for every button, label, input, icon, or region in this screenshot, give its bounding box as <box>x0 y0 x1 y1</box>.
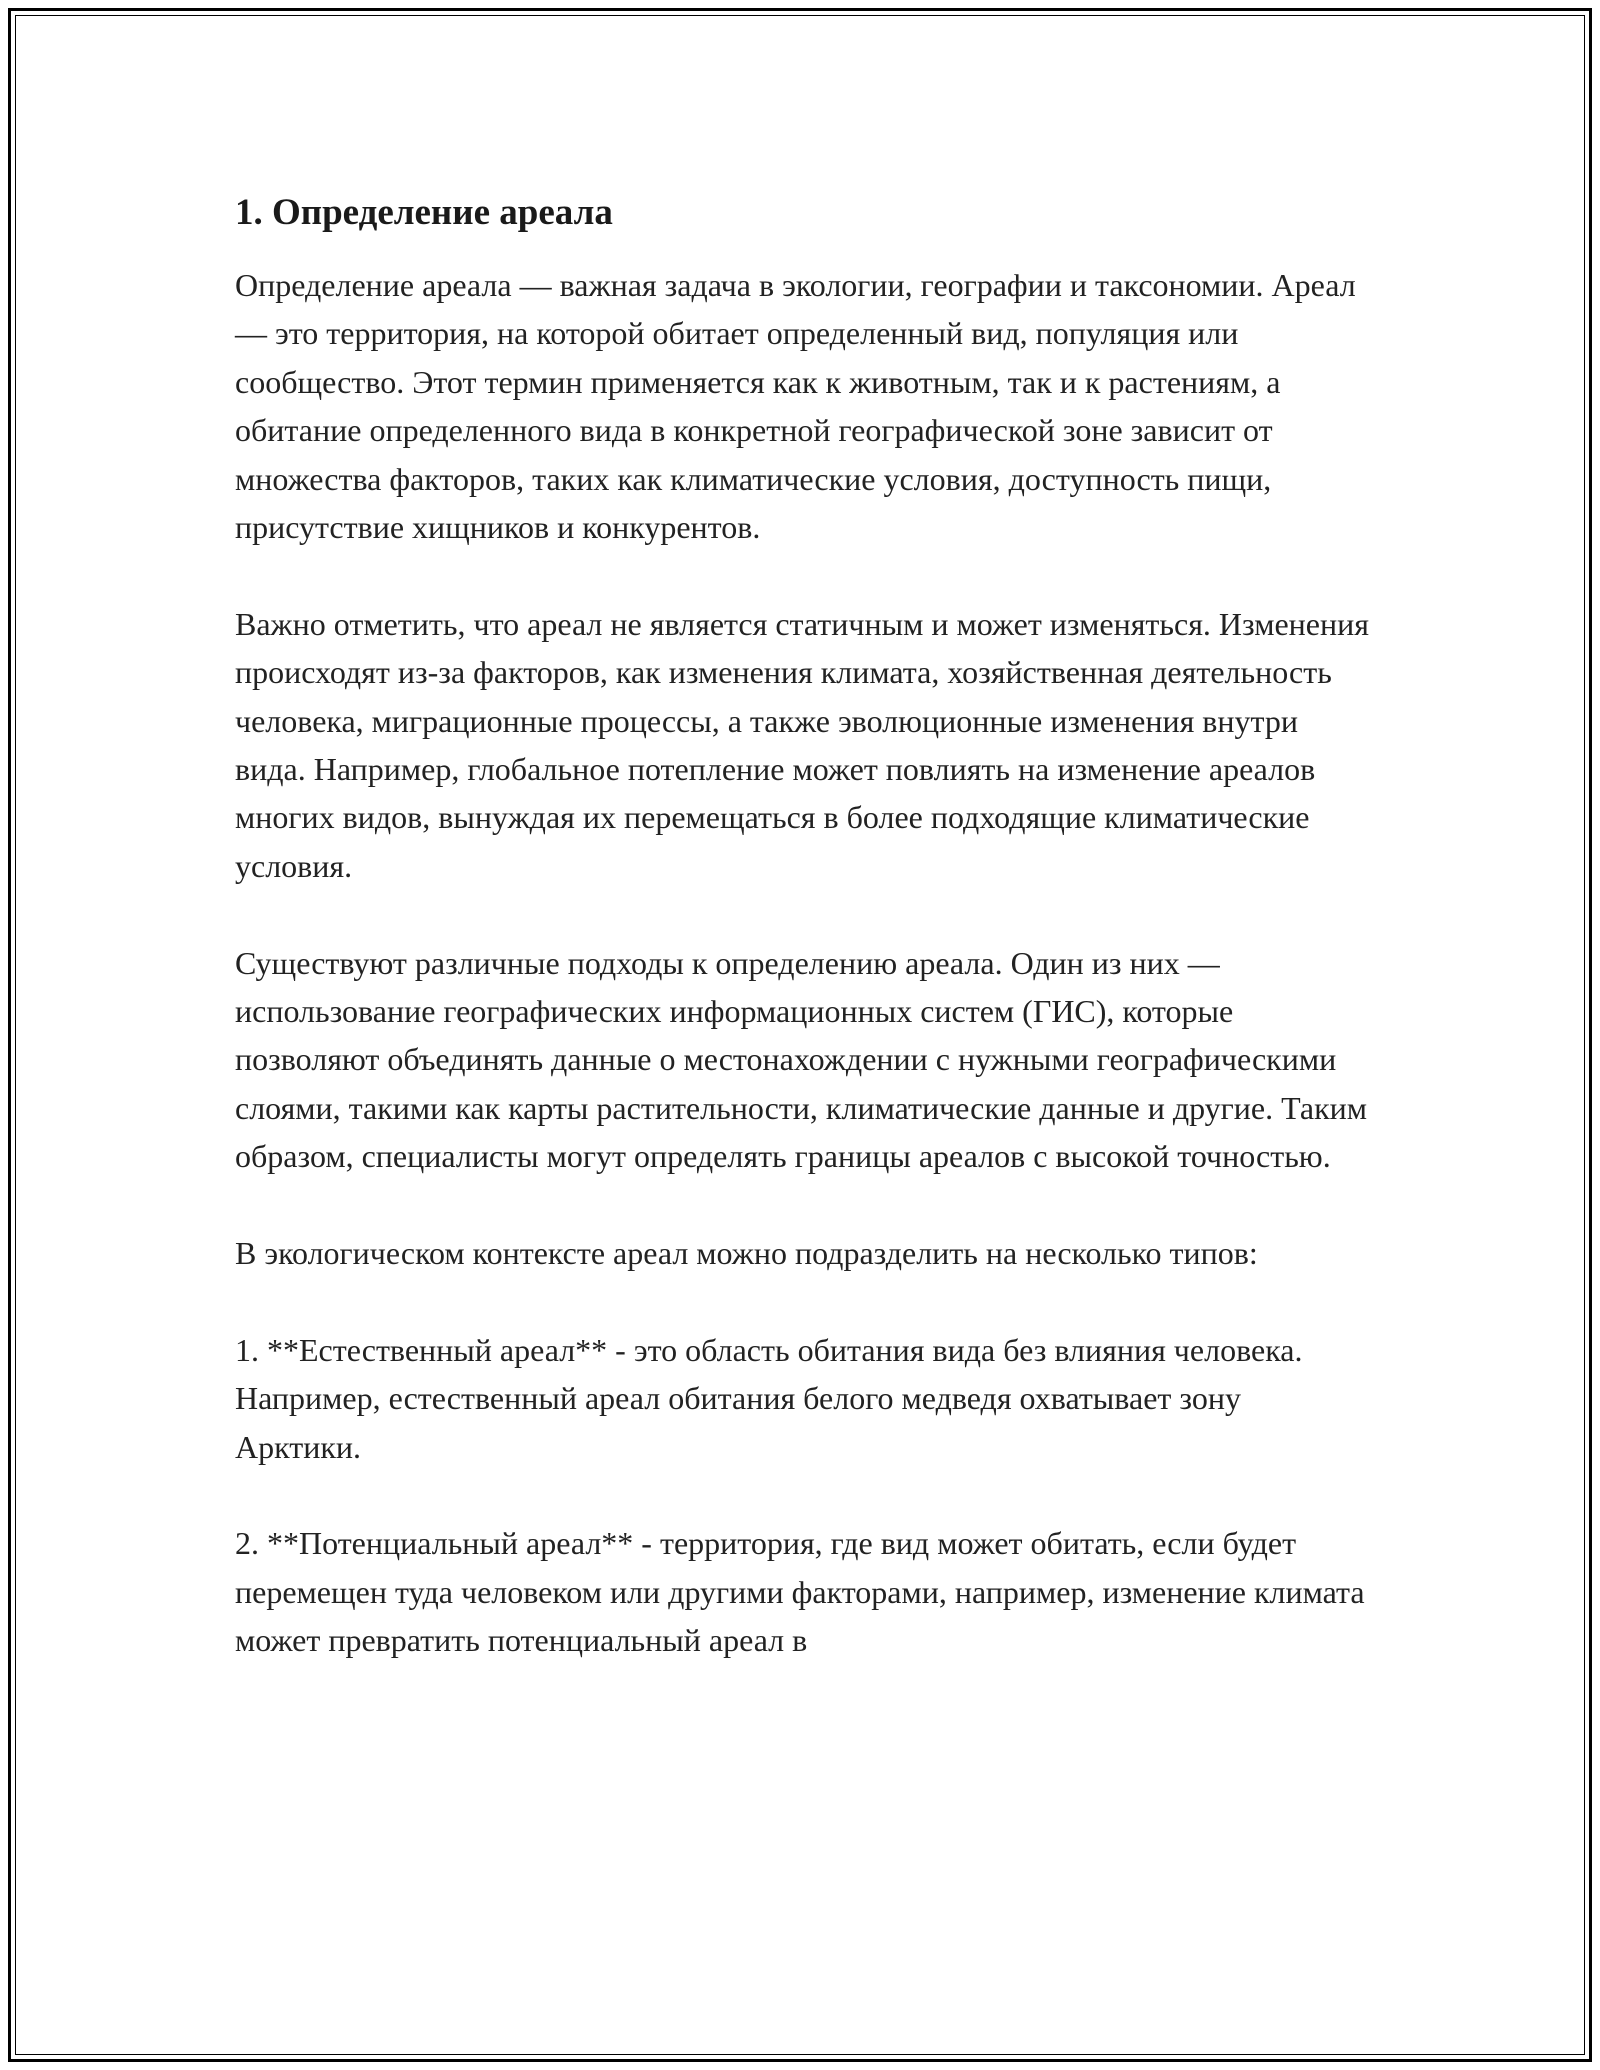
paragraph-potential-range: 2. **Потенциальный ареал** - территория, где вид может обитать, если будет перемещен туда человеком или другими факторами, например, изменение климата может превратить потенциальный ареал в <box>235 1525 1365 1659</box>
section-heading: 1. Определение ареала <box>235 192 613 233</box>
paragraph-changes: Важно отметить, что ареал не является статичным и может изменяться. Изменения происходят из-за факторов, как изменения климата, хозяйственная деятельность человека, миграционные процессы, а также эволюционные изменения внутри вида. Например, глобальное потепление может повлиять на изменение ареалов многих видов, вынуждая их перемещаться в более подходящие климатические условия. <box>235 605 1369 884</box>
paragraph-natural-range: 1. **Естественный ареал** - это область обитания вида без влияния человека. Например, естественный ареал обитания белого медведя охватывает зону Арктики. <box>235 1331 1303 1465</box>
document-body <box>235 186 1370 1713</box>
paragraph-definition: Определение ареала — важная задача в экологии, географии и таксономии. Ареал — это территория, на которой обитает определенный вид, популяция или сообщество. Этот термин применяется как к животным, так и к растениям, а обитание определенного вида в конкретной географической зоне зависит от множества факторов, таких как климатические условия, доступность пищи, присутствие хищников и конкурентов. <box>235 267 1356 546</box>
paragraph-types-intro: В экологическом контексте ареал можно подразделить на несколько типов: <box>235 1235 1258 1272</box>
paragraph-approaches: Существуют различные подходы к определению ареала. Один из них — использование географических информационных систем (ГИС), которые позволяют объединять данные о местонахождении с нужными географическими слоями, такими как карты растительности, климатические данные и другие. Таким образом, специалисты могут определять границы ареалов с высокой точностью. <box>235 944 1367 1175</box>
